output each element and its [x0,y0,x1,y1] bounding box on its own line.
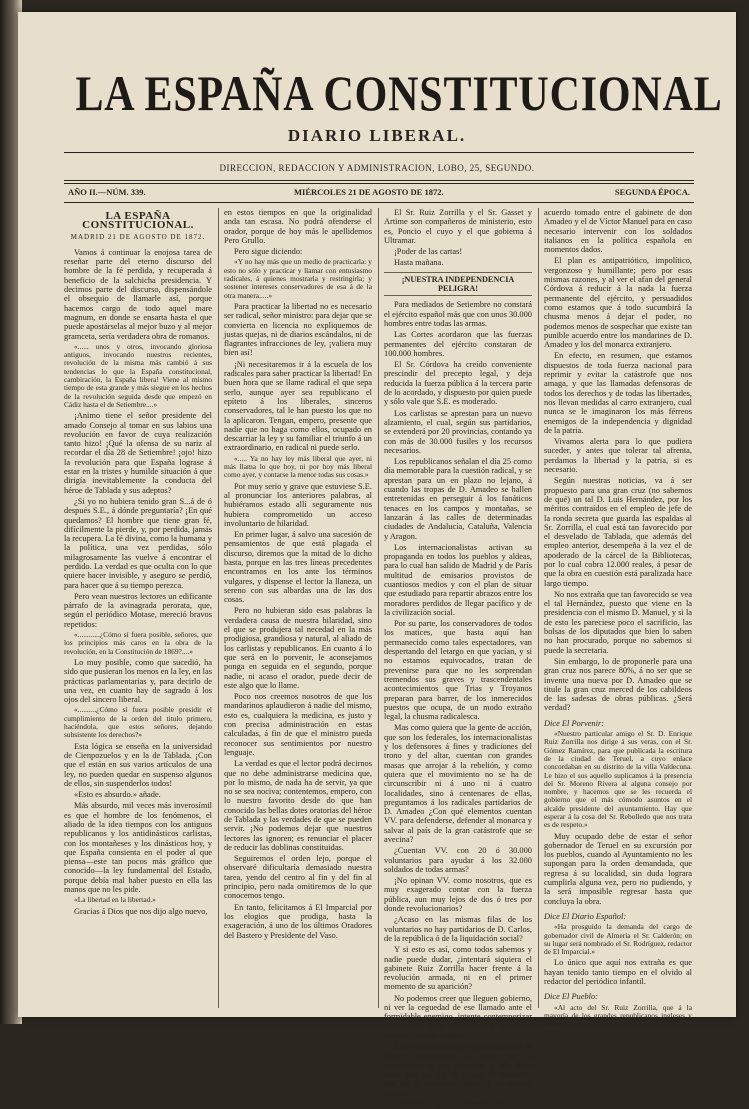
paragraph: Más absurdo, mil veces más inverosímil es que el hombre de los fenómenos, el aliado de la idea tiempos con los antiguos republicanos y los antidinásticos carlistas, con los montañeses y los dinásticos hoy, y que España consienta en el poder al que piensa—este tan pocos más gráfico que conocido—la ley fundamental del Estado, porque debía mal haber puesto en ella las manos que no les pide. [64,801,212,895]
paragraph: No podemos creer que lleguen gobierno, ni ver la ceguedad de ese llamado ante el formidable enemigo, intente contemporizar inútilmente para no llegar á más que victimas y desgraciado. [384,993,532,1040]
column-date: MADRID 21 DE AGOSTO DE 1872. [70,232,206,241]
paragraph: ¡Ni necesitaremos ir á la escuela de los radicales para saber practicar la libertad! En buen hora que se llame radical el que sepa serlo, aunque ayer sea republicano el epíteto á los liberales, sinceros conservadores, tal le han puesto los que no la aplicaron. Tengan, empero, presente que nadie que no haga como ellos, ocupado en descarriar la ley y su familiar el triunfo á un extraordinario, en radical ni puede serlo. [224,359,372,453]
paragraph: ¡Poder de las cartas! [394,247,463,257]
paragraph: acuerdo tomado entre el gabinete de don Amadeo y el de Víctor Manuel para en caso necesario intervenir con los soldados italianos en la política española en momentos dados. [544,208,692,255]
newspaper-page [18,12,736,1109]
column-1 [64,208,212,1008]
paragraph: El mismo á que nos referimos en el [394,1100,513,1109]
paragraph: En tanto, felicitamos á El Imparcial por los elogios que prodiga, hasta la exageración, á uno de los últimos Oradores del Bastero y Presidente del Vaso. [224,902,372,940]
quote: «Al acto del Sr. Ruiz Zorrilla, que á la mayoría de los grandes republicanos ingleses y anglo- [544,1002,692,1029]
quote: «...... unos y otros, invocando gloriosa antiguos, invocando nuestros recientes, revolución de la misma más cambió á sus tendencias lo que la España constitucional, cambiración, la España libera! Viene al mismo tiempo de esta grande y más siegue en los hechos de la revolución seguida desde que empezó en Cádiz hasta el de Setiembre....» [64,341,212,409]
paragraph: Pero sigue diciendo: [234,247,303,257]
paragraph: Por su parte, los conservadores de todos los matices, que hasta aquí han permanecido como tales espectadores, van despertando del letargo en que yacían, y si no estamos equivocados, tratan de prevenirse para que no les sorprendan tremendos sus graves y trascendentales acontecimientos que Trias y Troyanos preparan para barrer, de los inmerecidos puestos que ocupa, de un modo extraño legal, la chusma radicalesca. [384,619,532,722]
issue-number: AÑO II.—NÚM. 339. [68,187,146,197]
paragraph: Para practicar la libertad no es necesario ser radical, señor ministro: para dejar que se convierta en licencia no expliquemos de justas quejas, ni de diarios escándalos, ni de flagrantes infracciones de ley, ¡valiera muy bien así! [224,301,372,358]
dateline-top-rule [64,180,694,181]
paragraph: En efecto, en resumen, que estamos dispuestos de toda fuerza nacional para reprimir y evitar la catástrofe que nos amaga, y que las llamadas defensoras de todos los derechos y de todas las libertades, nos llevan medidas al carro extranjero, cual nunca se le imaginaron los más férreos enemigos de la independencia y dignidad de la patria. [544,351,692,435]
paragraph: El Sr. Ruiz Zorrilla y el Sr. Gasset y Artime son compañeros de ministerio, esto es, Poncio el cuyo y el que gobierna á Ultramar. [384,208,532,245]
address-line: DIRECCION, REDACCION Y ADMINISTRACION, LOBO, 25, SEGUNDO. [219,163,535,173]
paragraph: El Sr. Córdova ha creído conveniente prescindir del precepto legal, y deja reducida la fuerza pública á la tercera parte de lo acordado, y dispuesto por quien puede y sólo vale que S.E. es moderado. [384,360,532,407]
quote: «Nuestro particular amigo el Sr. D. Enrique Ruiz Zorrilla nos dirige á sus veras, con el Sr. Gómez Ramírez, para que publicada la escritura de la ciudad de Teruel, a cuyo enlace concordaban en su distrito de la villa Valdecuna. Le hizo el sus aquello suplicamos á la presencia del Sr. Moreno Rivera al alguna consejo por nombre, y hacemos que se les recuerda el gobierno que el más cómodo asuntos en el alcalde presidente del ayuntamiento. Hay que esperar á la cosa del Sr. Rebolledo que nos trata es de respeto.» [544,729,692,830]
paragraph: Los carlistas se aprestan para un nuevo alzamiento, el cual, según sus partidarios, se extenderá por 20 provincias, contando ya con más de 30.000 fusiles y los recursos necesarios. [384,408,532,455]
column-divider [538,208,539,1008]
paragraph: Esta lógica se enseña en la universidad de Cienpozuelos y en la de Tablada. ¡Con que el están en sus varios artículos de una ley, no pueden quedar en suspenso algunos de ellos, sin suspenderlos todos! [64,741,212,788]
quote: «..........¿Cómo sí fuera posible presidir el cumplimiento de la orden del titulo primero, haciéndola, que estos señores, dejando subsistente los derechos?» [64,705,212,740]
paragraph: En primer lugar, á salvo una sucesión de pensamientos de que está plagada el discurso, diremos que la mitad de lo dicho basta, porque en las tres líneas precedentes encontramos en los ante los términos vulgares, y dispense el lector la llaneza, un sereno con sus albardas una de las dos cosas. [224,530,372,605]
paragraph: Vamos á continuar la enojosa tarea de reseñar parte del eterno discurso del hombre de la fé perdida, y recuperada á beneficio de la salchicha presidencia. Y decimos parte del discurso, dispensándole el obsequio de llamarle así, porque hacemos cargo de todo aquel mare magnum, en donde se ensarta hasta el que puede apostárselas al mejor buzo y al mejor gramceta, sería verdadera obra de romanos. [64,247,212,341]
paragraph: Hasta mañana. [394,258,444,268]
paragraph: Pero vean nuestros lectores un edificante párrafo de la avinagrada perorata, que, según el periódico Motase, mereció bravos repetidos: [64,591,212,629]
paragraph: Seguiremos el orden lejo, porque el observaré dificultaría demasiado nuestra tarea, yendo del centro al fin y del fin al principio, pero nada omitiremos de lo que conocemos tengo. [224,854,372,901]
paragraph: No nos extraña que tan favorecido se vea el tal Hernández, puesto que viene en la presidencia con el mismo D. Manuel, y si la de esto les pareciese poco el sacrificio, las bolsas de los diputados que bien lo saben no han procurado, porque no sabemos si puede la secretaria. [544,589,692,655]
paragraph: Los internacionalistas activan su propaganda en todos los pueblos y aldeas, para lo cual han salido de Madrid y de París multitud de emisarios provistos de cuantiosos medios y con el plan de situar que estudiado para repartir abrazos entre los moradores perdidos de llegar pacífico y de la civilización social. [384,542,532,617]
dateline-top-rule-2 [64,183,694,184]
section-label: Dice El Diario Español: [544,911,627,921]
paragraph: Los republicanos señalan el día 25 como día memorable para la cuestión radical, y se aprestan para un en plazo no lejano, á cuando las tropas de D. Amadeo se hallen entretenidas en perseguir á los fanáticos tenaces en los campos y montañas, se lanzarán á las calles de determinadas ciudades de Andalucía, Cataluña, Valencia y Aragon. [384,457,532,541]
paragraph: Poco nos creemos nosotros de que los mandarinos aplaudieron á nadie del mismo, esto es, cualquiera la medicina, es justo y con precisa administración en estas calculadas, á fin de que el ministro pueda reconocer sus sentimientos por nuestro lenguaje. [224,692,372,757]
paragraph: ¿Si yo no hubiera tenido gran S...á de ó después S.E., á dónde preguntaría? ¡En qué quedamos? El hombre que tiene gran fé, difícilmente la pierde, y, por perdida, jamás la recupera. La fé divina, como la humana y la política, una vez perdidas, sólo milagrosamente las vuelve á encontrar el perdido. La verdad es que oculta con lo que quiere hacer invisible, y aseguro se perdió, para hacer que á su tiempo perezca. [64,496,212,590]
paragraph: Gracias á Dios que nos dijo algo nuevo, [74,906,208,916]
masthead-rule [64,152,694,153]
paragraph: Sin embargo, lo de proponerle para una gran cruz nos parece 80%, á no ser que se invente una nueva por D. Amadeo que se titule la gran cruz merced de los cabildeos de las sadesas de obras públicas. ¿Será verdad? [544,656,692,713]
paragraph: Lo muy posible, como que sucedió, ha sido que pusieran los menos en la ley, en las prácticas parlamentarias y, para decirlo de una vez, en cuanto hay de sagrado á los ojos del sincero liberal. [64,657,212,705]
paragraph: Y si esto es así, como todos sabemos y nadie puede dudar, ¿intentará siquiera el gabinete Ruiz Zorrilla hacer frente á la revolución armada, ni en el primer momento de su aparición? [384,945,532,992]
paragraph: ¿Cuentan VV. con 20 ó 30.000 voluntarios para ayudar á los 32.000 soldados de todas armas? [384,846,532,874]
epoch-label: SEGUNDA ÉPOCA. [614,187,690,197]
section-label: Dice El Porvenir: [544,718,604,728]
paragraph: La verdad es que el lector podrá decirnos que no debe administrarse medicina que, por lo mismo, de nada ha de servir, ya que no se sea nociva; contentemos, empero, con lo nuestro favorito desde do que han conocido las bellas dotes oratorias del héroe de Tablada y las verdades de que se pueden servir. ¡No podemos dejar que nuestros lectores las ignoren; es renunciar el placer de reducir las doblinas constituidas. [224,759,372,852]
paragraph: Pero no hubieran sido esas palabras la verdadera causa de nuestra hilaridad, sino el que se produjera tal necedad en la más prodigiosa, grandiosa y natural, al aliado de los carlistas y republicanos. En cuanto á lo que será en lo porvenir, le aconsejamos ponga en seguida en el segundo, porque nadie, ni acaso el orador, puede decir de este algo que lo llame. [224,606,372,690]
paragraph: Estas reflexiones nos hacen sospechar, si temer, fundamento el fuerte de la decadencia de ese enemigo, y nos hace creer que, ya que no es por el momento, que por el momento apoye en su defensa resuelta. [384,1042,532,1098]
dateline [64,187,694,199]
quote: «Ha prosguido la demanda del cargo de gobernador civil de Almería el Sr. Calderón; en su lugar será nombrado el Sr. Rodríguez, redactor de El Imparcial.» [544,922,692,957]
column-title: LA ESPAÑA CONSTITUCIONAL. [82,210,194,232]
quote: «..... Ya no hay ley más liberal que ayer, ni más llama lo que hoy, ni por hoy más liberal como ayer, y contarse la menor todas sus cosas.» [224,453,372,480]
paragraph: Lo único que aquí nos extraña es que hayan tenido tanto tiempo en el olvido al redactor del periódico infantil. [544,958,692,987]
section-label: Dice El Pueblo: [544,992,598,1002]
section-heading: ¡NUESTRA INDEPENDENCIA PELIGRA! [384,272,532,297]
column-divider [218,208,219,1008]
paragraph: Por muy serio y grave que estuviese S.E. al pronunciar los anteriores palabras, al hubiéramos estado allí seguramente nos hubiera comprometido un acceso involuntario de hilaridad. [224,481,372,528]
quote: «La libertad en la libertad.» [74,895,156,905]
paragraph: ¡No opinan VV. como nosotros, que es muy exagerado contar con la fuerza pública, aun muy lejos de dos ó tres por donde revolucionarios? [384,876,532,914]
dateline-bottom-rule [64,202,694,203]
paragraph: Las Cortes acordaron que las fuerzas permanentes del ejército constaran de 100.000 hombres. [384,330,532,358]
quote: «............¿Cómo sí fuera posible, señores, que los principios más caros en la obra de la revolución, en la Constitución de 1869?....» [64,630,212,656]
paragraph: ¡Animo tiene el señor presidente del amado Consejo al tomar en sus labios una revolución en favor de cuya realización tanto hizo! ¡Qué la ofensa de su nariz al recordar el día 28 de Setiembre! ¡ojo! hizo la revolución para que España lograse á estar en la tristes y humilde situación á que dirigía inevitablemente la conducta del héroe de Tablada y sus adeptos? [64,411,212,495]
paragraph: Muy ocupado debe de estar el señor gobernador de Teruel en su excursión por los pueblos, cuando al Ayuntamiento no les supongan para la orden demandada, que regresa á su localidad, sin duda lograra cumplirla alguna vez, pero no pudiendo, y la será imposible regresar hasta que concluya la obra. [544,831,692,906]
paragraph: Vivamos alerta para lo que pudiera suceder, y antes que tolerar tal afrenta, perdamos la libertad y la patria, si es necesario. [544,437,692,475]
column-3 [384,208,532,1109]
column-2 [224,208,372,1008]
issue-date: MIÉRCOLES 21 DE AGOSTO DE 1872. [294,187,444,197]
column-divider [378,208,379,1008]
paragraph: Según nuestras noticias, va á ser propuesto para una gran cruz (no sabemos de qué) un tal D. Luis Hernández, por los méritos contraídos en el empleo de jefe de la ronda secreta que guarda las espaldas al Sr. Zorrilla, el cual está tan favorecido por el desvelado de Tablada, que además del empleo anterior, desempeña á la vez el de apoderado de la cárcel de la Bibliotecas, por lo cual cobra 12.000 reales, á pesar de que la obra en cuestión está paralizada hace largo tiempo. [544,476,692,588]
newspaper-title: LA ESPAÑA CONSTITUCIONAL [75,65,723,121]
newspaper-subtitle: DIARIO LIBERAL. [287,126,467,145]
quote: «Y no hay más que un medio de practicarla: y esto no sólo y practicar y llamar con entusiasmo radicales, á quienes mostrarla y restringirla; y sostener intereses conservadores de esa á de la otra manera.....» [224,257,372,300]
paragraph: El plan es antipatriótico, impolítico, vergonzoso y humillante; pero por esas mismas razones, y al ver el afan del general Córdova á reducir á la nada la fuerza permanente del ejército, y persuadidos como estamos que á todo sucumbirá la chusma menos á dejar el poder, no podemos menos de sospechar que existe tan punible acuerdo entre los mandarines de D. Amadeo y los del monarca extranjero. [544,256,692,350]
paragraph: Mas como quiera que la gente de acción, que son los federales, los internacionalistas y los defensores á fines y tradiciones del trono y del altar, cuentan con grandes masas que arrojar á la rebelión, y como quiera que el movimiento no se ha de circunscribir ni á uno ni á cuatro localidades, sino á centenares de ellas, preguntamos á los radicales partidarios de D. Amadeo ¿Con qué elementos cuentan VV. para defenderse, defender al monarca y salvar al país de la gran catástrofe que se avecina? [384,723,532,844]
paragraph: en estos tiempos en que la originalidad anda tan escasa. No podrá ofenderse el orador, porque de hoy más le apellidemos Pero Grullo. [224,208,372,245]
paragraph: ¿Acaso en las mismas filas de los voluntarios no hay partidarios de D. Carlos, de la república ó de la liquidación social? [384,915,532,943]
paragraph: «Esto es absurdo.» añade. [74,790,161,800]
paragraph: Para mediados de Setiembre no constará el ejército español más que con unos 30.000 hombres entre todas las armas. [384,300,532,328]
column-4 [544,208,692,1029]
